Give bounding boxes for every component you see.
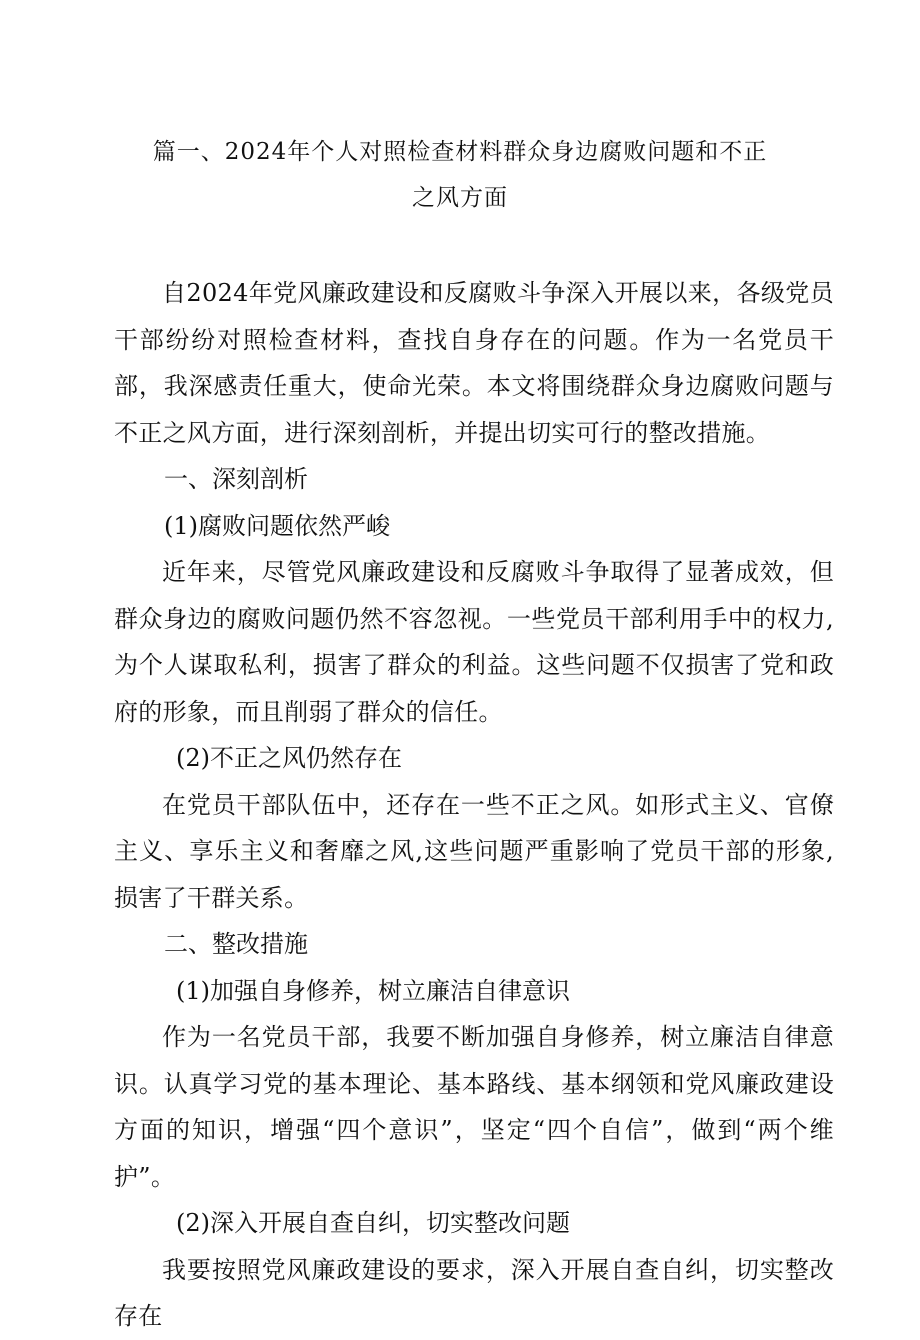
intro-paragraph: 自2024年党风廉政建设和反腐败斗争深入开展以来，各级党员干部纷纷对照检查材料，查找自身存在的问题。作为一名党员干部，我深感责任重大，使命光荣。本文将围绕群众身边腐败问题与不正之风方面，进行深刻剖析，并提出切实可行的整改措施。 (114, 279, 834, 447)
document-title-line-2: 之风方面 (412, 185, 508, 211)
subheading-corruption: (1)腐败问题依然严峻 (164, 511, 390, 540)
section-heading-analysis: 一、深刻剖析 (164, 465, 308, 493)
document-title-line-1: 篇一、2024年个人对照检查材料群众身边腐败问题和不正 (152, 139, 768, 165)
paragraph-corruption: 近年来，尽管党风廉政建设和反腐败斗争取得了显著成效，但群众身边的腐败问题仍然不容忽视。一些党员干部利用手中的权力,为个人谋取私利，损害了群众的利益。这些问题不仅损害了党和政府的形象，而且削弱了群众的信任。 (114, 558, 834, 726)
subheading-unhealthy-trends: (2)不正之风仍然存在 (176, 744, 402, 772)
paragraph-unhealthy-trends: 在党员干部队伍中，还存在一些不正之风。如形式主义、官僚主义、享乐主义和奢靡之风,这些问题严重影响了党员干部的形象,损害了干群关系。 (114, 790, 834, 912)
subheading-self-cultivation: (1)加强自身修养，树立廉洁自律意识 (176, 976, 570, 1005)
paragraph-self-inspection: 我要按照党风廉政建设的要求，深入开展自查自纠，切实整改存在 (114, 1255, 834, 1330)
document-body (114, 270, 834, 1340)
section-heading-rectification: 二、整改措施 (164, 930, 308, 958)
subheading-self-inspection: (2)深入开展自查自纠，切实整改问题 (176, 1209, 570, 1237)
paragraph-self-cultivation: 作为一名党员干部，我要不断加强自身修养，树立廉洁自律意识。认真学习党的基本理论、基本路线、基本纲领和党风廉政建设方面的知识，增强“四个意识”，坚定“四个自信”，做到“两个维护”。 (114, 1023, 834, 1191)
